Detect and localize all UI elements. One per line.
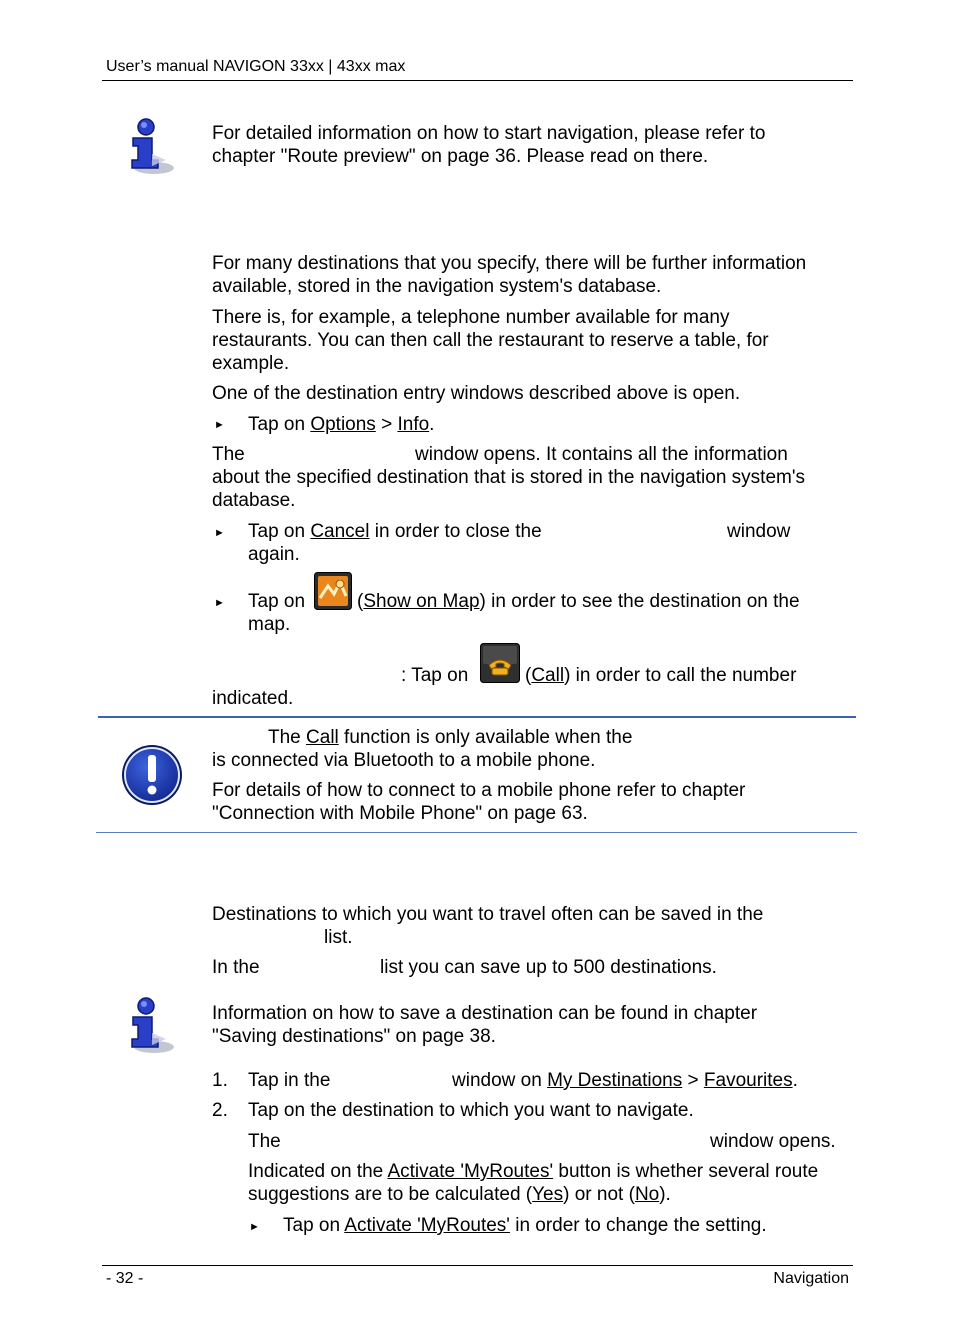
note-text-line: "Saving destinations" on page 38. (212, 1026, 496, 1047)
options-button-ref[interactable]: Options (310, 414, 376, 435)
instruction-text: ) in order to see the destination on the (479, 591, 800, 612)
footer-section: Navigation (773, 1270, 849, 1287)
instruction-step (525, 664, 796, 687)
paragraph-line: One of the destination entry windows described above is open. (212, 383, 741, 404)
step-text: ) or not ( (563, 1184, 635, 1205)
step-text: suggestions are to be calculated ( (248, 1184, 533, 1205)
info-person-icon (122, 116, 178, 178)
activate-myroutes-button-ref[interactable]: Activate 'MyRoutes' (344, 1215, 510, 1236)
separator: > (682, 1070, 704, 1091)
paragraph-line: For many destinations that you specify, there will be further information (212, 253, 807, 274)
punctuation: ). (659, 1184, 671, 1205)
instruction-text: again. (248, 544, 300, 565)
instruction-text: map. (248, 614, 291, 635)
footer-rule (102, 1265, 853, 1266)
yes-option-ref[interactable]: Yes (532, 1184, 564, 1205)
punctuation: . (429, 414, 435, 435)
triangle-bullet-icon: ► (214, 419, 225, 431)
separator: > (375, 414, 398, 435)
instruction-step (248, 520, 542, 543)
step-text: in order to change the setting. (509, 1215, 767, 1236)
call-function-ref[interactable]: Call (306, 727, 339, 748)
notice-line: "Connection with Mobile Phone" on page 63. (212, 803, 588, 824)
note-text-line: For detailed information on how to start navigation, please refer to (212, 123, 766, 144)
notice-text: The (268, 727, 307, 748)
instruction-text: in order to close the (369, 521, 542, 542)
cancel-button-ref[interactable]: Cancel (310, 521, 370, 542)
instruction-text: ) in order to call the number (564, 665, 797, 686)
paragraph-line: The (212, 444, 245, 465)
notice-bottom-rule (96, 832, 857, 833)
step-text: button is whether several route (553, 1161, 819, 1182)
page-number: - 32 - (106, 1270, 144, 1287)
phone-call-icon[interactable] (480, 643, 520, 683)
notice-top-rule (98, 716, 856, 718)
step-text: The (248, 1131, 281, 1152)
paragraph-line: There is, for example, a telephone number available for many (212, 307, 730, 328)
punctuation: ( (525, 665, 532, 686)
paragraph-line: Destinations to which you want to travel often can be saved in the (212, 904, 764, 925)
no-option-ref[interactable]: No (634, 1184, 660, 1205)
info-person-icon (122, 995, 178, 1057)
info-button-ref[interactable]: Info (397, 414, 430, 435)
step-number: 1. (212, 1070, 228, 1091)
paragraph-line: In the (212, 957, 260, 978)
my-destinations-button-ref[interactable]: My Destinations (547, 1070, 683, 1091)
paragraph-line: available, stored in the navigation system's database. (212, 276, 662, 297)
instruction-step (357, 590, 800, 613)
step-line (283, 1214, 767, 1237)
header-rule (102, 80, 853, 81)
notice-line: For details of how to connect to a mobile phone refer to chapter (212, 780, 746, 801)
step-line (248, 1183, 671, 1206)
step-text: Indicated on the (248, 1161, 388, 1182)
favourites-button-ref[interactable]: Favourites (703, 1070, 793, 1091)
step-line (248, 1160, 818, 1183)
punctuation: ( (357, 591, 364, 612)
instruction-step (248, 413, 434, 436)
triangle-bullet-icon: ► (249, 1221, 260, 1233)
show-on-map-icon[interactable] (314, 572, 352, 610)
page-header: User’s manual NAVIGON 33xx | 43xx max (106, 58, 406, 75)
instruction-text: Tap on (248, 591, 306, 612)
step-text: window opens. (710, 1131, 836, 1152)
notice-line (268, 726, 632, 749)
triangle-bullet-icon: ► (214, 527, 225, 539)
step-text: Tap on (283, 1215, 345, 1236)
note-text-line: Information on how to save a destination can be found in chapter (212, 1003, 758, 1024)
paragraph-line: database. (212, 490, 296, 511)
step-line (452, 1069, 798, 1092)
activate-myroutes-button-ref[interactable]: Activate 'MyRoutes' (387, 1161, 554, 1182)
notice-line: is connected via Bluetooth to a mobile phone. (212, 750, 596, 771)
instruction-text: Tap on (248, 521, 311, 542)
paragraph-line: list. (324, 927, 353, 948)
paragraph-line: window opens. It contains all the information (415, 444, 788, 465)
instruction-text: window (727, 521, 791, 542)
step-text: Tap in the (248, 1070, 331, 1091)
paragraph-line: restaurants. You can then call the restaurant to reserve a table, for (212, 330, 769, 351)
paragraph-line: about the specified destination that is stored in the navigation system's (212, 467, 805, 488)
punctuation: . (792, 1070, 798, 1091)
note-text-line: chapter "Route preview" on page 36. Please read on there. (212, 146, 709, 167)
paragraph-line: list you can save up to 500 destinations. (380, 957, 717, 978)
triangle-bullet-icon: ► (214, 597, 225, 609)
show-on-map-button-ref[interactable]: Show on Map (363, 591, 480, 612)
step-number: 2. (212, 1100, 228, 1121)
call-button-ref[interactable]: Call (531, 665, 565, 686)
paragraph-line: example. (212, 353, 290, 374)
instruction-text: indicated. (212, 688, 294, 709)
exclamation-icon (120, 743, 184, 807)
step-text: Tap on the destination to which you want to navigate. (248, 1100, 694, 1121)
notice-text: function is only available when the (338, 727, 633, 748)
instruction-text: : Tap on (401, 665, 469, 686)
step-text: window on (452, 1070, 548, 1091)
instruction-text: Tap on (248, 414, 311, 435)
